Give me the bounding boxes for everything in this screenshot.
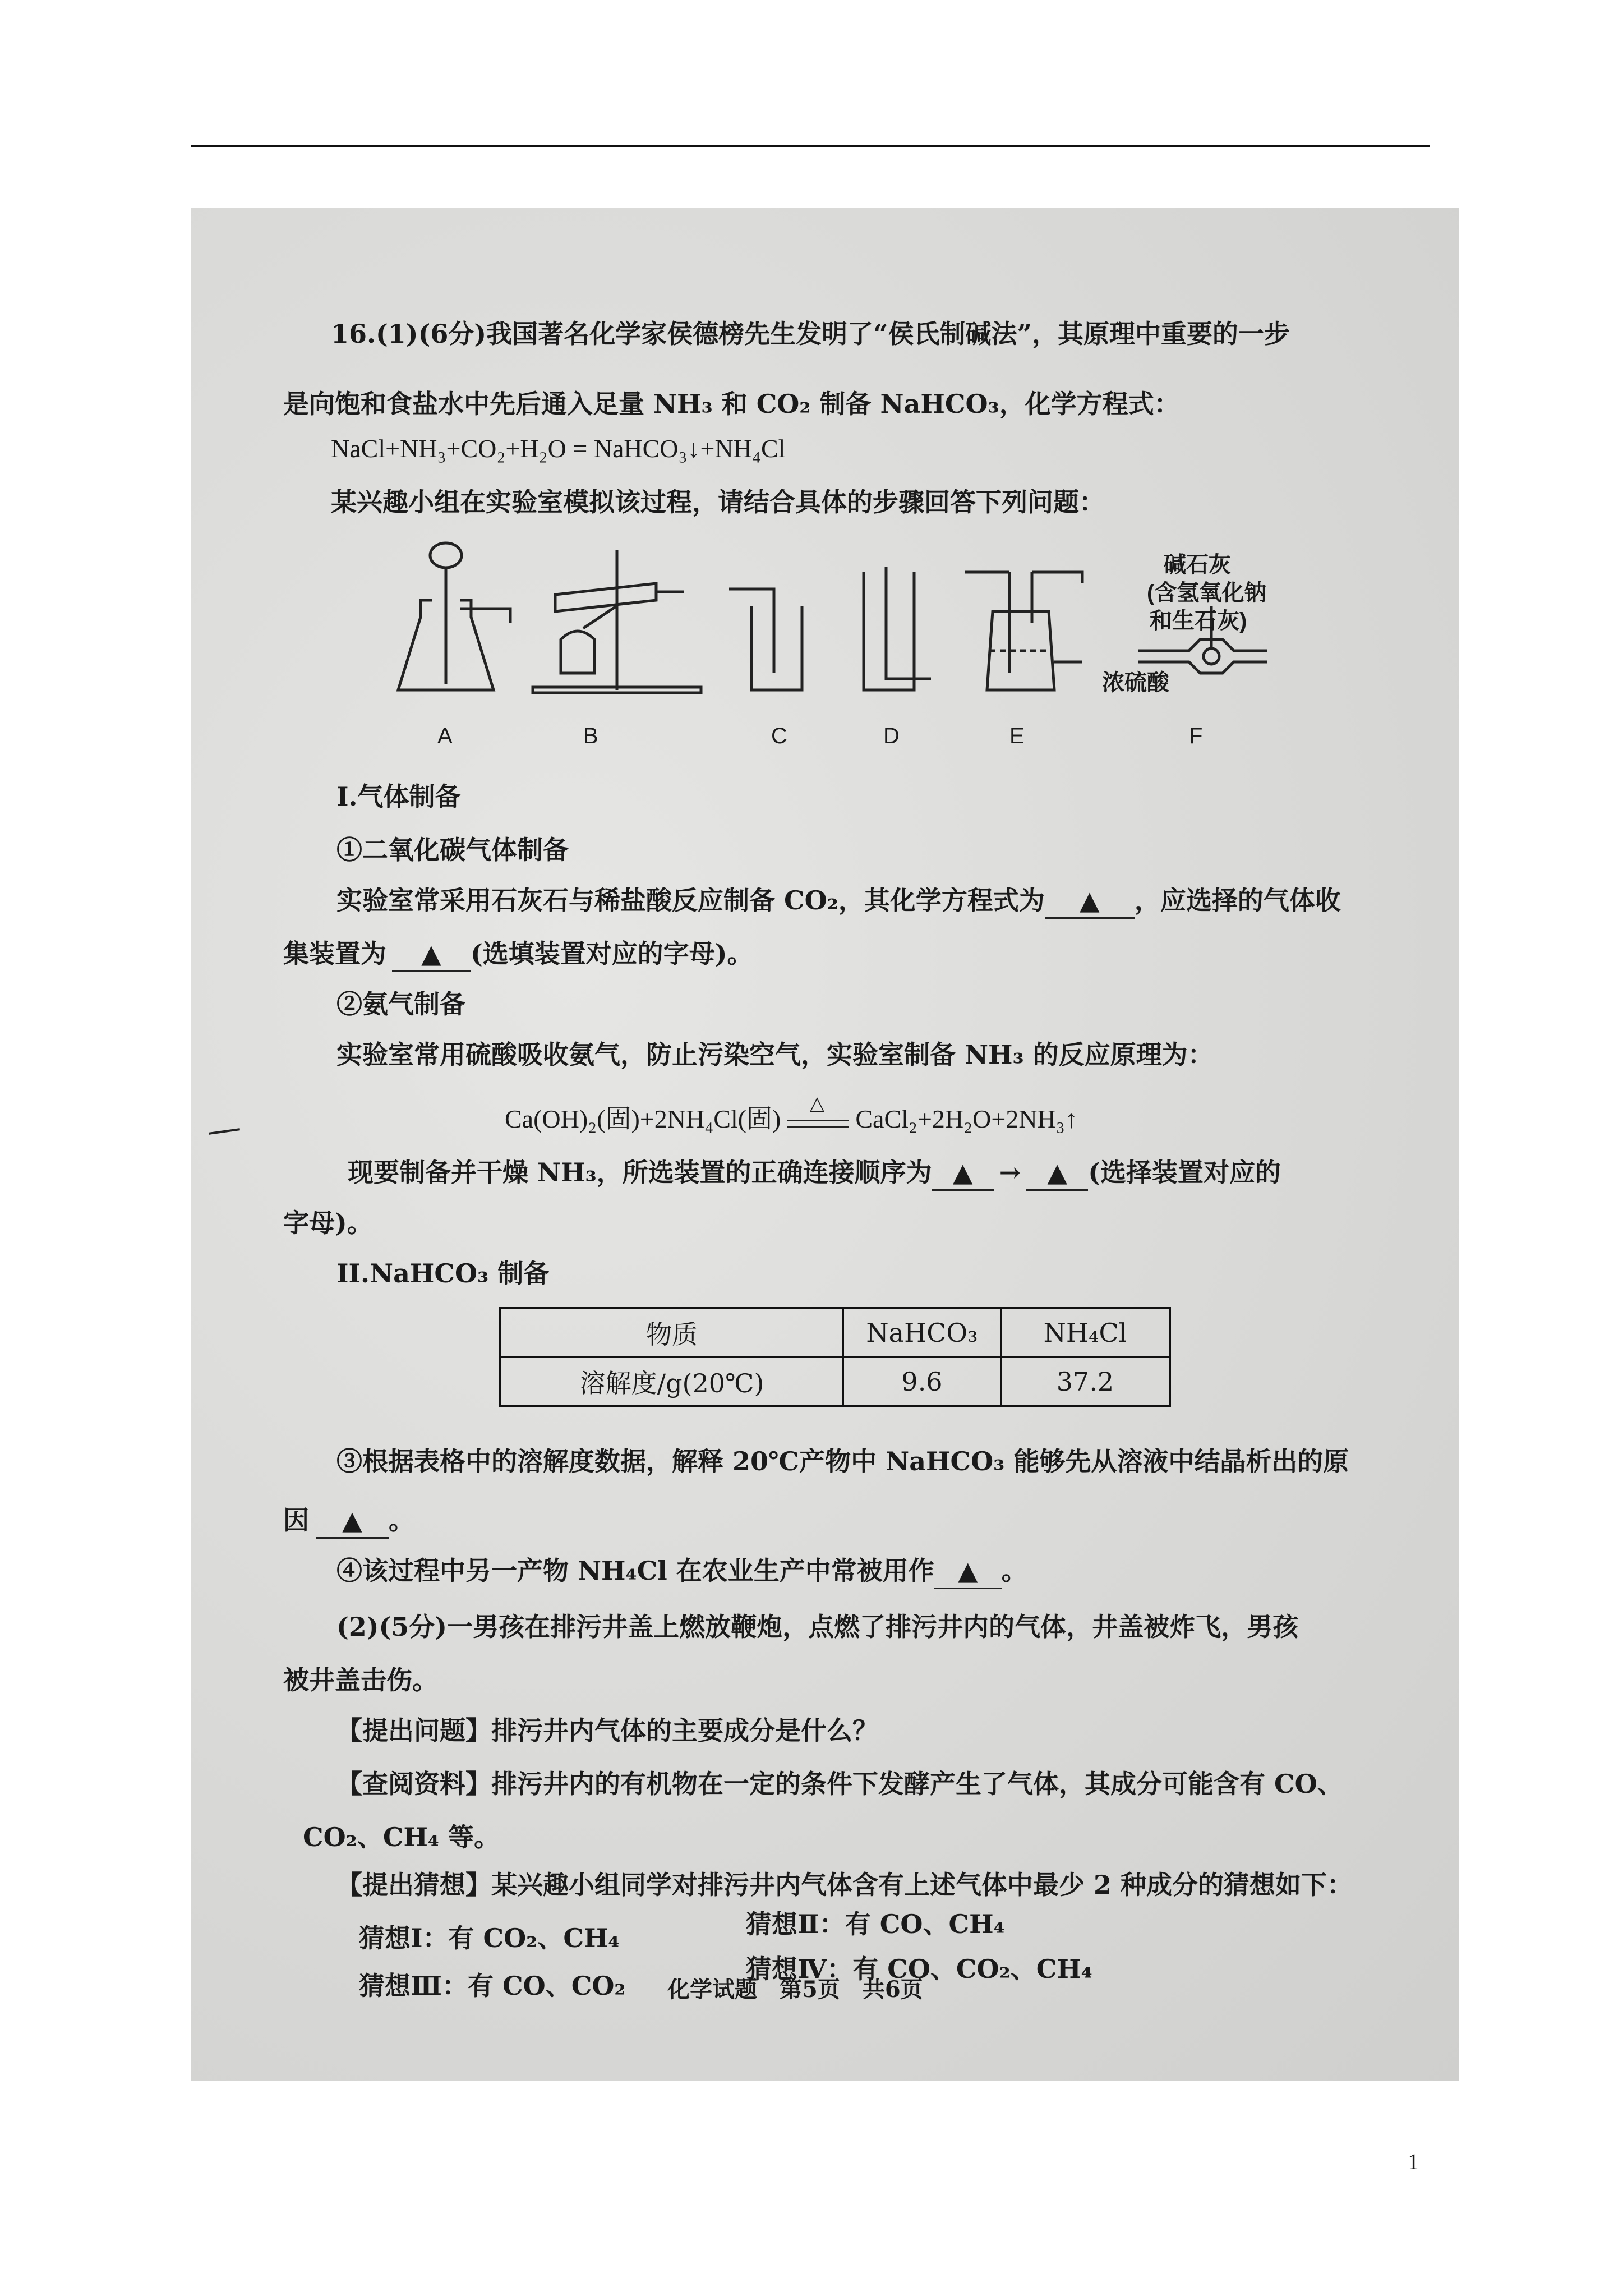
nh3-equation-right: CaCl₂+2H₂O+2NH₃↑ — [855, 1105, 1078, 1133]
guess-line: 【提出猜想】某兴趣小组同学对排污井内气体含有上述气体中最少 2 种成分的猜想如下： — [336, 1870, 1353, 1900]
apparatus-label-d: D — [883, 724, 900, 748]
co2-question-line2 — [283, 937, 753, 972]
apparatus-label-f: F — [1189, 724, 1203, 748]
apparatus-label-a: A — [437, 724, 453, 748]
heat-symbol: △ — [809, 1093, 825, 1114]
nh3-text-2-end: (选择装置对应的 — [1088, 1157, 1281, 1188]
apparatus-c — [729, 589, 802, 690]
soda-lime-label-3: 和生石灰) — [1150, 609, 1247, 633]
soda-lime-label-1: 碱石灰 — [1164, 553, 1231, 577]
info-line1: 【查阅资料】排污井内的有机物在一定的条件下发酵产生了气体，其成分可能含有 CO、 — [336, 1769, 1343, 1799]
q16-intro-line1: 16.(1)(6分)我国著名化学家侯德榜先生发明了“侯氏制碱法”，其原理中重要的一步 — [331, 319, 1290, 349]
co2-text-2-end: (选填装置对应的字母)。 — [471, 938, 753, 969]
nh3-equation — [505, 1093, 1078, 1136]
table-header-row — [500, 1308, 1170, 1358]
nh3-question-line — [348, 1156, 1281, 1191]
apparatus-label-e: E — [1009, 724, 1025, 748]
apparatus-diagram — [393, 539, 1290, 763]
co2-equation-blank[interactable]: ▲ — [1045, 884, 1135, 919]
apparatus-e — [965, 572, 1082, 690]
table-header-nh4cl: NH₄Cl — [1001, 1308, 1170, 1358]
table-cell-solubility-label: 溶解度/g(20℃) — [500, 1358, 843, 1407]
nh3-text-2: 现要制备并干燥 NH₃，所选装置的正确连接顺序为 — [348, 1157, 932, 1188]
table-row — [500, 1358, 1170, 1407]
nh3-arrow: → — [999, 1157, 1021, 1188]
table-header-substance: 物质 — [500, 1308, 843, 1358]
q4-text-end: 。 — [1001, 1556, 1027, 1586]
apparatus-b — [533, 550, 701, 693]
q3-text-2-end: 。 — [389, 1505, 414, 1535]
page-number: 1 — [1408, 2149, 1419, 2174]
nh3-text-1: 实验室常用硫酸吸收氨气，防止污染空气，实验室制备 NH₃ 的反应原理为： — [336, 1039, 1214, 1070]
co2-text-1: 实验室常采用石灰石与稀盐酸反应制备 CO₂，其化学方程式为 — [336, 885, 1045, 915]
apparatus-d — [864, 567, 931, 690]
q3-answer-blank[interactable]: ▲ — [316, 1503, 389, 1539]
co2-text-1-end: ，应选择的气体收 — [1134, 885, 1341, 915]
guess-3: 猜想Ⅲ：有 CO、CO₂ — [359, 1971, 626, 2001]
soda-lime-label-2: (含氢氧化钠 — [1147, 581, 1267, 605]
table-cell-nahco3-value: 9.6 — [843, 1358, 1001, 1407]
q2-line1: (2)(5分)一男孩在排污井盖上燃放鞭炮，点燃了排污井内的气体，井盖被炸飞，男孩 — [336, 1612, 1299, 1642]
q3-line1: ③根据表格中的溶解度数据，解释 20℃产物中 NaHCO₃ 能够先从溶液中结晶析出的原 — [336, 1446, 1349, 1476]
guess-2: 猜想Ⅱ：有 CO、CH₄ — [746, 1909, 1005, 1939]
q16-task: 某兴趣小组在实验室模拟该过程，请结合具体的步骤回答下列问题： — [331, 487, 1105, 517]
part2-heading: II.NaHCO₃ 制备 — [336, 1258, 550, 1289]
q4-text: ④该过程中另一产物 NH₄Cl 在农业生产中常被用作 — [336, 1556, 934, 1586]
nh3-order-blank-1[interactable]: ▲ — [932, 1156, 994, 1191]
nh3-order-blank-2[interactable]: ▲ — [1026, 1156, 1088, 1191]
nh3-equation-left: Ca(OH)₂(固)+2NH₄Cl(固) — [505, 1105, 781, 1133]
q3-line2 — [283, 1503, 414, 1539]
q4-answer-blank[interactable]: ▲ — [934, 1554, 1002, 1589]
q16-intro-line2: 是向饱和食盐水中先后通入足量 NH₃ 和 CO₂ 制备 NaHCO₃，化学方程式： — [283, 389, 1180, 419]
apparatus-a — [398, 543, 510, 690]
problem-line: 【提出问题】排污井内气体的主要成分是什么？ — [336, 1715, 878, 1746]
co2-question-line1 — [336, 884, 1341, 919]
info-line2: CO₂、CH₄ 等。 — [303, 1822, 500, 1852]
top-rule — [191, 145, 1430, 147]
q2-line2: 被井盖击伤。 — [283, 1665, 438, 1695]
co2-text-2: 集装置为 — [283, 938, 386, 969]
guess-4: 猜想Ⅳ：有 CO、CO₂、CH₄ — [746, 1954, 1092, 1984]
table-cell-nh4cl-value: 37.2 — [1001, 1358, 1170, 1407]
apparatus-label-c: C — [771, 724, 787, 748]
co2-collect-blank[interactable]: ▲ — [392, 937, 471, 972]
solubility-table — [499, 1307, 1171, 1407]
table-header-nahco3: NaHCO₃ — [843, 1308, 1001, 1358]
part1-heading: I.气体制备 — [336, 781, 461, 812]
co2-heading: ①二氧化碳气体制备 — [336, 835, 569, 865]
concentrated-acid-label: 浓硫酸 — [1102, 670, 1169, 695]
apparatus-label-b: B — [583, 724, 598, 748]
heat-equals-sign — [787, 1093, 849, 1128]
q16-equation: NaCl+NH₃+CO₂+H₂O = NaHCO₃↓+NH₄Cl — [331, 434, 786, 463]
nh3-text-3: 字母)。 — [283, 1208, 373, 1238]
guess-1: 猜想Ⅰ：有 CO₂、CH₄ — [359, 1923, 620, 1953]
page-footer: 化学试题 第5页 共6页 — [667, 1976, 923, 2003]
q4-line — [336, 1554, 1027, 1589]
nh3-heading: ②氨气制备 — [336, 989, 465, 1019]
q3-text-2: 因 — [283, 1505, 309, 1535]
